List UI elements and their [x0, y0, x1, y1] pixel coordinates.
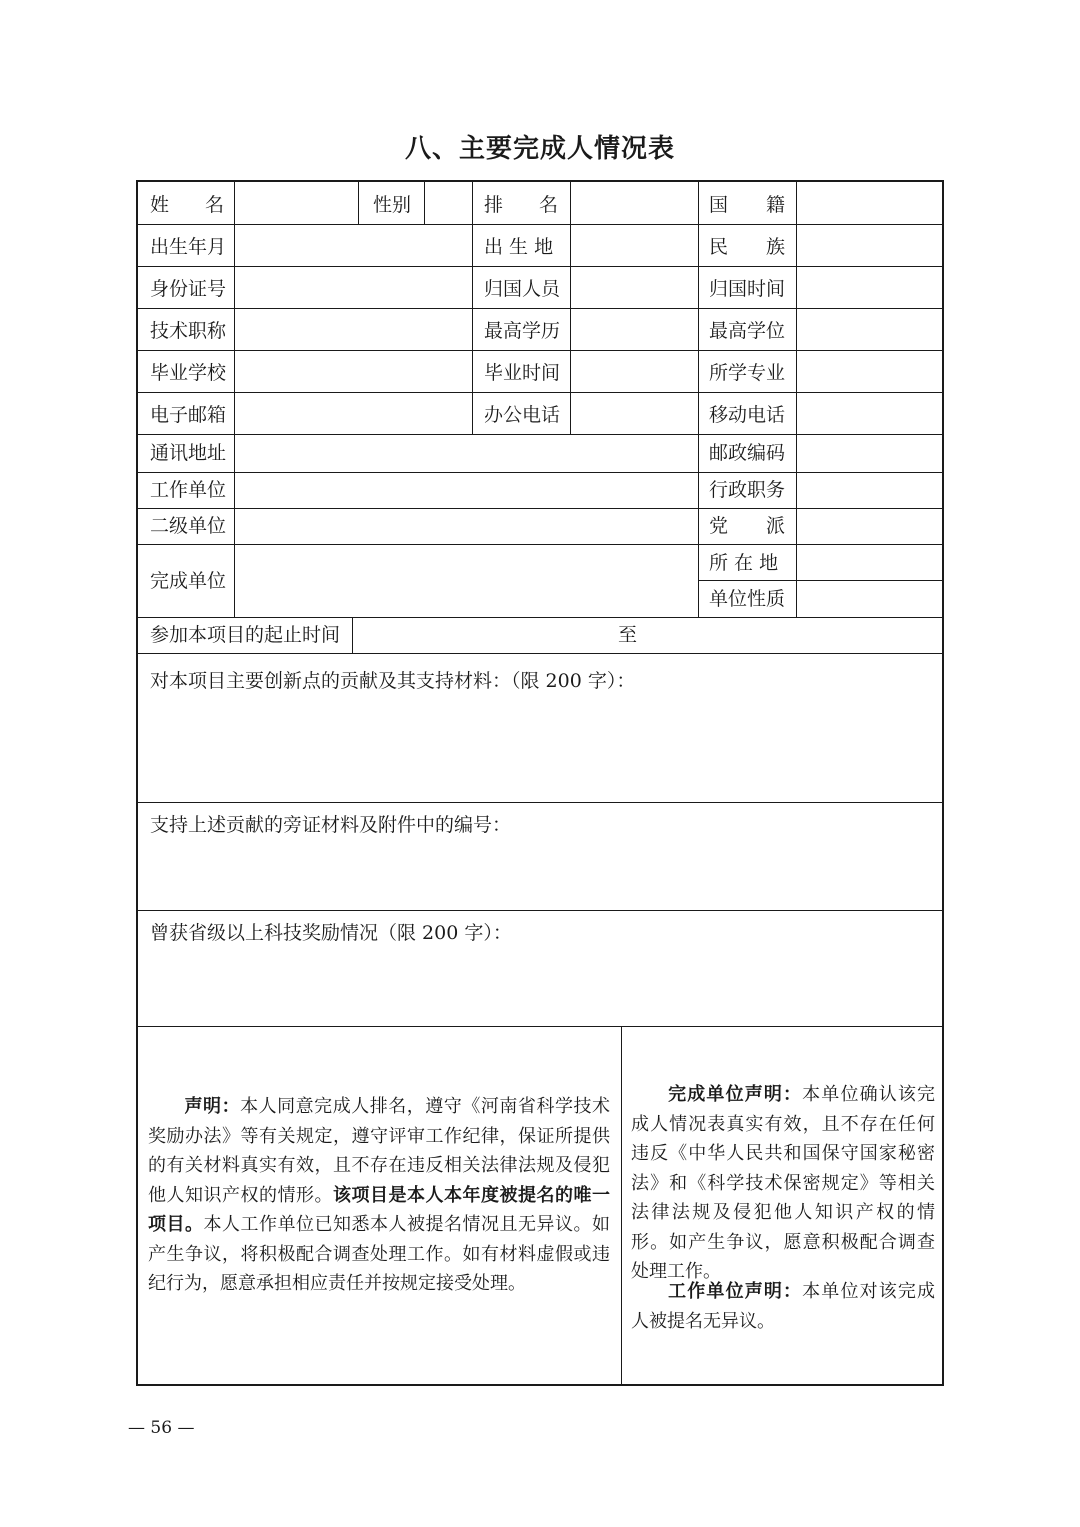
rank-field[interactable] [571, 182, 698, 224]
id-number-field[interactable] [235, 266, 472, 308]
completing-unit-field[interactable] [235, 544, 698, 617]
declaration-bold-text: 该项目是本人本年度被提名的唯一项目。 [148, 1184, 610, 1235]
evidence-textarea[interactable] [138, 842, 944, 910]
label-birthplace: 出 生 地 [484, 236, 554, 258]
secondary-unit-field[interactable] [235, 508, 698, 544]
label-to: 至 [618, 624, 638, 646]
office-phone-field[interactable] [571, 392, 698, 434]
label-mobile-phone: 移动电话 [709, 404, 786, 426]
period-end-field[interactable] [643, 617, 944, 653]
awards-textarea[interactable] [138, 952, 944, 1026]
label-name: 姓 名 [150, 194, 224, 216]
highest-degree-field[interactable] [797, 308, 944, 350]
page-number: — 56 — [128, 1418, 195, 1438]
location-field[interactable] [797, 544, 944, 580]
tech-title-field[interactable] [235, 308, 472, 350]
unit-declaration-heading: 完成单位声明： [667, 1084, 803, 1105]
personnel-form-table [136, 180, 944, 1386]
admin-position-field[interactable] [797, 472, 944, 508]
label-address: 通讯地址 [150, 442, 227, 464]
graduate-school-field[interactable] [235, 350, 472, 392]
label-birth-date: 出生年月 [150, 236, 227, 258]
label-unit-nature: 单位性质 [709, 588, 786, 610]
contribution-heading: 对本项目主要创新点的贡献及其支持材料：（限 200 字）： [150, 670, 636, 692]
label-party: 党 派 [709, 515, 785, 537]
work-unit-field[interactable] [235, 472, 698, 508]
unit-declaration [631, 1080, 935, 1287]
major-field[interactable] [797, 350, 944, 392]
declaration-text-1: 本人同意完成人排名，遵守《河南省科学技术奖励办法》等有关规定，遵守评审工作纪律，保证所提供的有关材料真实有效，且不存在违反相关法律法规及侵犯他人知识产权的情形。 [148, 1096, 611, 1206]
awards-heading: 曾获省级以上科技奖励情况（限 200 字）： [150, 922, 512, 944]
label-id-number: 身份证号 [150, 278, 227, 300]
birthplace-field[interactable] [571, 224, 698, 266]
name-field[interactable] [235, 182, 358, 224]
contribution-textarea[interactable] [138, 702, 944, 802]
label-completing-unit: 完成单位 [150, 570, 227, 592]
page-title: 八、主要完成人情况表 [404, 134, 675, 164]
graduation-time-field[interactable] [571, 350, 698, 392]
nationality-field[interactable] [797, 182, 944, 224]
work-unit-declaration-text: 本单位对该完成人被提名无异议。 [631, 1281, 936, 1332]
personal-declaration [148, 1092, 610, 1299]
label-work-unit: 工作单位 [150, 479, 227, 501]
label-admin-position: 行政职务 [709, 479, 786, 501]
label-location: 所 在 地 [709, 552, 779, 574]
label-nationality: 国 籍 [709, 194, 785, 216]
label-returnee: 归国人员 [484, 278, 561, 300]
email-field[interactable] [235, 392, 472, 434]
unit-declaration-text: 本单位确认该完成人情况表真实有效，且不存在任何违反《中华人民共和国保守国家秘密法》和《科学技术保密规定》等相关法律法规及侵犯他人知识产权的情形。如产生争议，愿意积极配合调查处理工作。 [631, 1084, 936, 1282]
returnee-field[interactable] [571, 266, 698, 308]
period-start-field[interactable] [353, 617, 616, 653]
label-participation-period: 参加本项目的起止时间 [150, 624, 341, 646]
label-email: 电子邮箱 [150, 404, 227, 426]
birth-date-field[interactable] [235, 224, 472, 266]
label-highest-education: 最高学历 [484, 320, 561, 342]
label-ethnicity: 民 族 [709, 236, 785, 258]
mobile-phone-field[interactable] [797, 392, 944, 434]
label-tech-title: 技术职称 [150, 320, 227, 342]
label-postal-code: 邮政编码 [709, 442, 786, 464]
label-major: 所学专业 [709, 362, 786, 384]
label-rank: 排 名 [484, 194, 558, 216]
label-office-phone: 办公电话 [484, 404, 561, 426]
gender-field[interactable] [425, 182, 472, 224]
postal-code-field[interactable] [797, 434, 944, 472]
address-field[interactable] [235, 434, 698, 472]
label-gender: 性别 [373, 194, 412, 216]
declaration-heading: 声明： [184, 1096, 241, 1117]
ethnicity-field[interactable] [797, 224, 944, 266]
label-graduation-time: 毕业时间 [484, 362, 561, 384]
label-return-time: 归国时间 [709, 278, 786, 300]
party-field[interactable] [797, 508, 944, 544]
work-unit-declaration-heading: 工作单位声明： [667, 1281, 803, 1302]
declaration-text-2: 本人工作单位已知悉本人被提名情况且无异议。如产生争议，将积极配合调查处理工作。如有材料虚假或违纪行为，愿意承担相应责任并按规定接受处理。 [148, 1214, 610, 1294]
evidence-heading: 支持上述贡献的旁证材料及附件中的编号： [150, 814, 512, 836]
label-highest-degree: 最高学位 [709, 320, 786, 342]
highest-education-field[interactable] [571, 308, 698, 350]
work-unit-declaration [631, 1277, 935, 1336]
label-secondary-unit: 二级单位 [150, 515, 227, 537]
return-time-field[interactable] [797, 266, 944, 308]
label-graduate-school: 毕业学校 [150, 362, 227, 384]
unit-nature-field[interactable] [797, 580, 944, 617]
